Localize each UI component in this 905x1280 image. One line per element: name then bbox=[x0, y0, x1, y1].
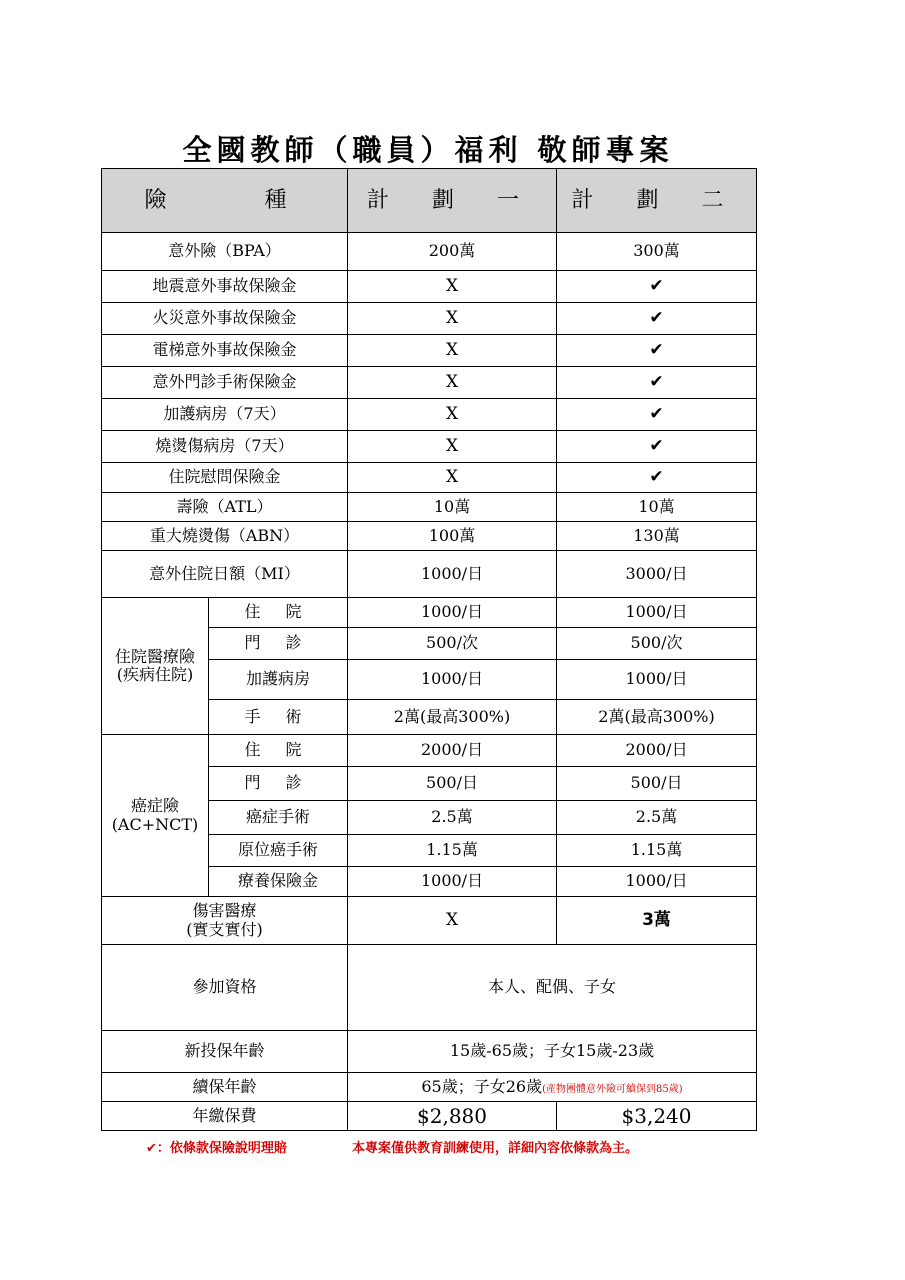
plan-2-value: 1000/日 bbox=[557, 660, 757, 700]
table-row bbox=[102, 1031, 757, 1073]
plan-2-value: 1000/日 bbox=[557, 867, 757, 897]
row-label: 意外險（BPA） bbox=[102, 233, 348, 271]
plan-1-value: X bbox=[348, 335, 557, 367]
check-icon: ✔ bbox=[557, 399, 757, 431]
footer-disclaimer: 本專案僅供教育訓練使用，詳細內容依條款為主。 bbox=[352, 1141, 639, 1156]
table-row bbox=[102, 598, 757, 628]
benefit-table bbox=[101, 168, 757, 1131]
cancer-group-label bbox=[102, 735, 209, 897]
plan-2-value: 2萬(最高300%) bbox=[557, 700, 757, 735]
plan-1-value: 500/次 bbox=[348, 628, 557, 660]
plan-2-value: 2000/日 bbox=[557, 735, 757, 767]
row-label-line: (實支實付) bbox=[186, 919, 263, 939]
row-label bbox=[102, 897, 348, 945]
table-row bbox=[102, 271, 757, 303]
row-label: 年繳保費 bbox=[102, 1102, 348, 1131]
row-label: 新投保年齡 bbox=[102, 1031, 348, 1073]
plan-1-value: X bbox=[348, 271, 557, 303]
group-label-line: 住院醫療險 bbox=[114, 646, 195, 666]
plan-1-price: $2,880 bbox=[348, 1102, 557, 1131]
sub-label: 原位癌手術 bbox=[209, 835, 348, 867]
plan-1-value: X bbox=[348, 431, 557, 463]
check-icon: ✔ bbox=[557, 431, 757, 463]
row-label: 住院慰問保險金 bbox=[102, 463, 348, 493]
plan-1-value: X bbox=[348, 303, 557, 335]
plan-2-value: 2.5萬 bbox=[557, 801, 757, 835]
plan-2-value: 1000/日 bbox=[557, 598, 757, 628]
plan-1-value: 2.5萬 bbox=[348, 801, 557, 835]
plan-2-price: $3,240 bbox=[557, 1102, 757, 1131]
plan-1-value: 2萬(最高300%) bbox=[348, 700, 557, 735]
plan-2-value: 130萬 bbox=[557, 522, 757, 551]
page-title: 全國教師（職員）福利 敬師專案 bbox=[182, 133, 674, 167]
eligibility-value: 本人、配偶、子女 bbox=[348, 945, 757, 1031]
row-label: 續保年齡 bbox=[102, 1073, 348, 1102]
group-label-line: (AC+NCT) bbox=[111, 814, 199, 834]
table-row bbox=[102, 735, 757, 767]
group-label-line: 癌症險 bbox=[130, 796, 179, 816]
header-plan-1: 計 劃 一 bbox=[348, 169, 557, 233]
row-label: 電梯意外事故保險金 bbox=[102, 335, 348, 367]
plan-2-value: 10萬 bbox=[557, 493, 757, 522]
plan-1-value: 1000/日 bbox=[348, 867, 557, 897]
row-label: 燒燙傷病房（7天） bbox=[102, 431, 348, 463]
row-label-line: 傷害醫療 bbox=[192, 901, 257, 921]
sub-label: 癌症手術 bbox=[209, 801, 348, 835]
renew-age-cell bbox=[348, 1073, 757, 1102]
sub-label: 門 診 bbox=[209, 767, 348, 801]
medical-group-label bbox=[102, 598, 209, 735]
plan-1-value: 200萬 bbox=[348, 233, 557, 271]
check-icon: ✔ bbox=[557, 271, 757, 303]
row-label: 參加資格 bbox=[102, 945, 348, 1031]
table-row bbox=[102, 367, 757, 399]
plan-1-value: 100萬 bbox=[348, 522, 557, 551]
group-label-line: (疾病住院) bbox=[116, 665, 194, 684]
plan-1-value: 1000/日 bbox=[348, 551, 557, 598]
header-plan-2: 計 劃 二 bbox=[557, 169, 757, 233]
plan-1-value: 10萬 bbox=[348, 493, 557, 522]
plan-2-value: 3萬 bbox=[557, 897, 757, 945]
row-label: 意外門診手術保險金 bbox=[102, 367, 348, 399]
table-row bbox=[102, 1102, 757, 1131]
table-row bbox=[102, 431, 757, 463]
table-row bbox=[102, 233, 757, 271]
table-row bbox=[102, 303, 757, 335]
sub-label: 手 術 bbox=[209, 700, 348, 735]
plan-2-value: 1.15萬 bbox=[557, 835, 757, 867]
plan-1-value: 1000/日 bbox=[348, 660, 557, 700]
row-label: 加護病房（7天） bbox=[102, 399, 348, 431]
plan-1-value: 1000/日 bbox=[348, 598, 557, 628]
sub-label: 療養保險金 bbox=[209, 867, 348, 897]
renew-age-note: (產物團體意外險可續保到85歲) bbox=[542, 1083, 683, 1095]
plan-2-value: 500/日 bbox=[557, 767, 757, 801]
footer-check-note: ✔：依條款保險說明理賠 bbox=[146, 1141, 287, 1156]
plan-2-value: 3000/日 bbox=[557, 551, 757, 598]
sub-label: 住 院 bbox=[209, 598, 348, 628]
row-label: 重大燒燙傷（ABN） bbox=[102, 522, 348, 551]
plan-1-value: X bbox=[348, 399, 557, 431]
row-label: 意外住院日額（MI） bbox=[102, 551, 348, 598]
row-label: 火災意外事故保險金 bbox=[102, 303, 348, 335]
check-icon: ✔ bbox=[557, 335, 757, 367]
header-row bbox=[102, 169, 757, 233]
row-label: 壽險（ATL） bbox=[102, 493, 348, 522]
plan-1-value: X bbox=[348, 367, 557, 399]
table-row bbox=[102, 897, 757, 945]
header-insurance-type: 險 種 bbox=[102, 169, 348, 233]
table-row bbox=[102, 335, 757, 367]
check-icon: ✔ bbox=[557, 463, 757, 493]
sub-label: 門 診 bbox=[209, 628, 348, 660]
new-age-value: 15歲-65歲；子女15歲-23歲 bbox=[348, 1031, 757, 1073]
plan-1-value: 500/日 bbox=[348, 767, 557, 801]
table-row bbox=[102, 522, 757, 551]
plan-1-value: 2000/日 bbox=[348, 735, 557, 767]
sub-label: 住 院 bbox=[209, 735, 348, 767]
row-label: 地震意外事故保險金 bbox=[102, 271, 348, 303]
plan-2-value: 300萬 bbox=[557, 233, 757, 271]
table-row bbox=[102, 399, 757, 431]
plan-1-value: X bbox=[348, 897, 557, 945]
table-row bbox=[102, 463, 757, 493]
check-icon: ✔ bbox=[557, 367, 757, 399]
table-row bbox=[102, 945, 757, 1031]
table-row bbox=[102, 1073, 757, 1102]
plan-1-value: X bbox=[348, 463, 557, 493]
check-icon: ✔ bbox=[557, 303, 757, 335]
table-row bbox=[102, 493, 757, 522]
sub-label: 加護病房 bbox=[209, 660, 348, 700]
plan-1-value: 1.15萬 bbox=[348, 835, 557, 867]
table-row bbox=[102, 551, 757, 598]
plan-2-value: 500/次 bbox=[557, 628, 757, 660]
renew-age-value: 65歲；子女26歲 bbox=[421, 1076, 543, 1096]
